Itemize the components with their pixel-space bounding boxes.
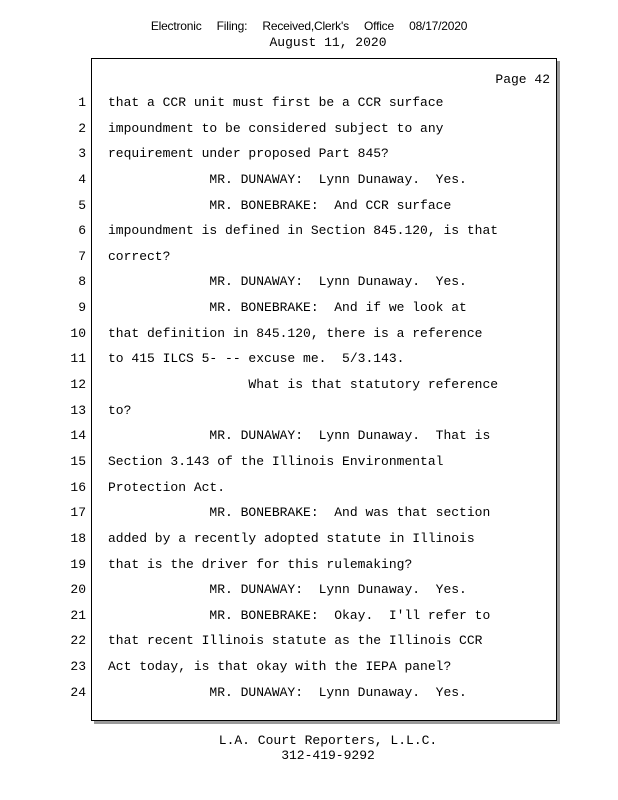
transcript-body: [108, 94, 553, 709]
transcript-line: to?: [108, 402, 132, 418]
transcript-line: MR. DUNAWAY: Lynn Dunaway. That is: [108, 428, 491, 444]
line-number: 4: [78, 171, 86, 187]
transcript-line: that is the driver for this rulemaking?: [108, 556, 413, 572]
line-number: 24: [70, 684, 86, 700]
transcript-line: requirement under proposed Part 845?: [108, 146, 389, 162]
line-number: 6: [78, 223, 86, 239]
court-reporter-name: L.A. Court Reporters, L.L.C.: [218, 733, 438, 748]
transcript-line: MR. DUNAWAY: Lynn Dunaway. Yes.: [108, 274, 467, 290]
transcript-line: to 415 ILCS 5- -- excuse me. 5/3.143.: [108, 351, 405, 367]
filing-stamp-electronic: Electronic: [150, 19, 202, 33]
line-number: 8: [78, 274, 86, 290]
transcript-line: MR. BONEBRAKE: And if we look at: [108, 300, 467, 316]
line-number: 1: [78, 95, 86, 110]
line-number: 12: [70, 377, 86, 393]
filing-stamp-date: 08/17/2020: [409, 19, 468, 33]
line-number: 21: [70, 607, 86, 623]
line-number: 16: [70, 479, 86, 495]
transcript-line: MR. BONEBRAKE: And CCR surface: [108, 197, 452, 213]
hearing-date: August 11, 2020: [269, 35, 387, 50]
line-number: 14: [70, 428, 86, 444]
transcript-line: Act today, is that okay with the IEPA panel?: [108, 659, 452, 675]
transcript-line: that a CCR unit must first be a CCR surface: [108, 95, 444, 110]
line-number: 11: [70, 351, 86, 367]
transcript-line: impoundment to be considered subject to any: [108, 120, 444, 136]
line-number: 19: [70, 556, 86, 572]
court-reporter-phone: 312-419-9292: [281, 748, 375, 763]
line-number: 3: [78, 146, 86, 162]
transcript-line: MR. BONEBRAKE: Okay. I'll refer to: [108, 607, 491, 623]
line-number: 7: [78, 248, 86, 264]
transcript-line: added by a recently adopted statute in Illinois: [108, 530, 475, 546]
filing-stamp-office: Office: [364, 19, 394, 33]
line-number: 23: [70, 659, 86, 675]
line-number: 18: [70, 530, 86, 546]
line-number: 9: [78, 300, 86, 316]
transcript-line: MR. BONEBRAKE: And was that section: [108, 505, 491, 521]
line-number: 13: [70, 402, 86, 418]
filing-stamp: [0, 19, 618, 33]
transcript-line: that definition in 845.120, there is a reference: [108, 325, 483, 341]
line-number: 2: [78, 120, 86, 136]
page-number: Page 42: [495, 72, 550, 87]
line-number: 15: [70, 453, 86, 469]
line-number-column: [60, 94, 86, 709]
transcript-line: MR. DUNAWAY: Lynn Dunaway. Yes.: [108, 582, 467, 598]
transcript-line: correct?: [108, 248, 171, 264]
transcript-line: What is that statutory reference: [108, 377, 499, 393]
transcript-line: MR. DUNAWAY: Lynn Dunaway. Yes.: [108, 684, 467, 700]
line-number: 10: [70, 325, 86, 341]
line-number: 22: [70, 633, 86, 649]
line-number: 5: [78, 197, 86, 213]
transcript-line: impoundment is defined in Section 845.120, is that: [108, 223, 499, 239]
filing-stamp-received: Received,Clerk's: [262, 19, 349, 33]
transcript-line: MR. DUNAWAY: Lynn Dunaway. Yes.: [108, 171, 467, 187]
transcript-line: Section 3.143 of the Illinois Environmental: [108, 453, 444, 469]
line-number: 20: [70, 582, 86, 598]
transcript-line: Protection Act.: [108, 479, 226, 495]
filing-stamp-filing: Filing:: [216, 19, 248, 33]
transcript-line: that recent Illinois statute as the Illinois CCR: [108, 633, 483, 649]
page-footer: [0, 733, 618, 763]
line-number: 17: [70, 505, 86, 521]
